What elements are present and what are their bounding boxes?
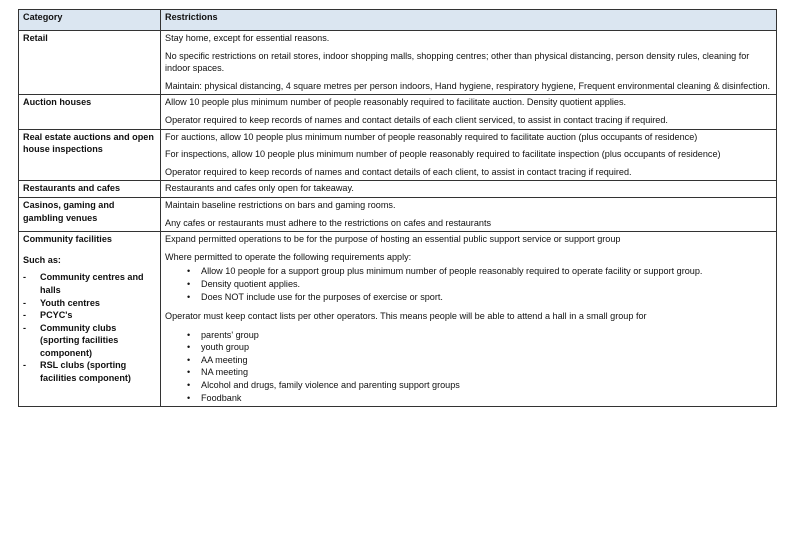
table-row-casinos xyxy=(19,197,777,231)
table-header-row xyxy=(19,10,777,31)
category-cell: Auction houses xyxy=(19,95,161,129)
category-cell: Casinos, gaming and gambling venues xyxy=(19,197,161,231)
restriction-text: Allow 10 people plus minimum number of people reasonably required to facilitate auction. Density quotient applies. xyxy=(165,97,627,108)
list-item: • Foodbank xyxy=(187,392,772,405)
restrictions-cell xyxy=(161,232,777,407)
category-title: Community facilities xyxy=(23,234,112,245)
restriction-text: Operator required to keep records of names and contact details of each client, to assist in contact tracing if required. xyxy=(165,166,632,177)
table-row-restaurants xyxy=(19,181,777,198)
table-row-auction-houses xyxy=(19,95,777,129)
restrictions-column-header: Restrictions xyxy=(161,10,777,31)
restriction-text: Maintain baseline restrictions on bars and gaming rooms. xyxy=(165,199,396,210)
restriction-text: Operator must keep contact lists per other operators. This means people will be able to attend a hall in a small group for xyxy=(165,311,647,322)
restriction-text: Stay home, except for essential reasons. xyxy=(165,33,330,43)
list-item: - PCYC's xyxy=(23,309,156,322)
restriction-text: Where permitted to operate the following requirements apply: xyxy=(165,251,412,262)
list-item: • Alcohol and drugs, family violence and parenting support groups xyxy=(187,379,772,392)
list-item: • AA meeting xyxy=(187,354,772,367)
such-as-label: Such as: xyxy=(23,254,61,265)
requirements-list xyxy=(165,265,772,303)
category-cell: Retail xyxy=(19,31,161,95)
table-row-community-facilities xyxy=(19,232,777,407)
restrictions-cell xyxy=(161,181,777,198)
restrictions-cell xyxy=(161,197,777,231)
facility-examples-list xyxy=(23,271,156,384)
list-item: - Youth centres xyxy=(23,297,156,310)
category-cell: Real estate auctions and open house inspections xyxy=(19,129,161,181)
list-item: • parents' group xyxy=(187,329,772,342)
table-row-retail xyxy=(19,31,777,95)
table-row-real-estate xyxy=(19,129,777,181)
restriction-text: Restaurants and cafes only open for takeaway. xyxy=(165,183,354,194)
restriction-text: For auctions, allow 10 people plus minimum number of people reasonably required to facilitate auction (plus occupants of residence) xyxy=(165,131,698,142)
restriction-text: Expand permitted operations to be for the purpose of hosting an essential public support service or support group xyxy=(165,234,621,245)
list-item: • youth group xyxy=(187,341,772,354)
restrictions-cell xyxy=(161,129,777,181)
list-item: • Does NOT include use for the purposes of exercise or sport. xyxy=(187,291,772,304)
list-item: - RSL clubs (sporting facilities component) xyxy=(23,359,156,384)
groups-list xyxy=(165,329,772,405)
restriction-text: Maintain: physical distancing, 4 square metres per person indoors, Hand hygiene, respiratory hygiene, Frequent environmental cleaning & disinfection. xyxy=(165,80,771,91)
list-item: • Density quotient applies. xyxy=(187,278,772,291)
restrictions-cell xyxy=(161,95,777,129)
restrictions-table xyxy=(18,9,777,407)
category-cell: Restaurants and cafes xyxy=(19,181,161,198)
list-item: • Allow 10 people for a support group plus minimum number of people reasonably required to operate facility or support group. xyxy=(187,265,772,278)
restriction-text: Operator required to keep records of names and contact details of each client serviced, to assist in contact tracing if required. xyxy=(165,114,668,125)
list-item: - Community clubs (sporting facilities component) xyxy=(23,322,156,360)
restriction-text: For inspections, allow 10 people plus minimum number of people reasonably required to facilitate inspection (plus occupants of residence) xyxy=(165,149,721,160)
category-column-header: Category xyxy=(19,10,161,31)
list-item: • NA meeting xyxy=(187,366,772,379)
category-cell xyxy=(19,232,161,407)
restrictions-cell xyxy=(161,31,777,95)
list-item: - Community centres and halls xyxy=(23,271,156,296)
restriction-text: Any cafes or restaurants must adhere to the restrictions on cafes and restaurants xyxy=(165,217,492,228)
restriction-text: No specific restrictions on retail stores, indoor shopping malls, shopping centres; other than physical distancing, person density rules, cleaning for indoor spaces. xyxy=(165,50,750,74)
